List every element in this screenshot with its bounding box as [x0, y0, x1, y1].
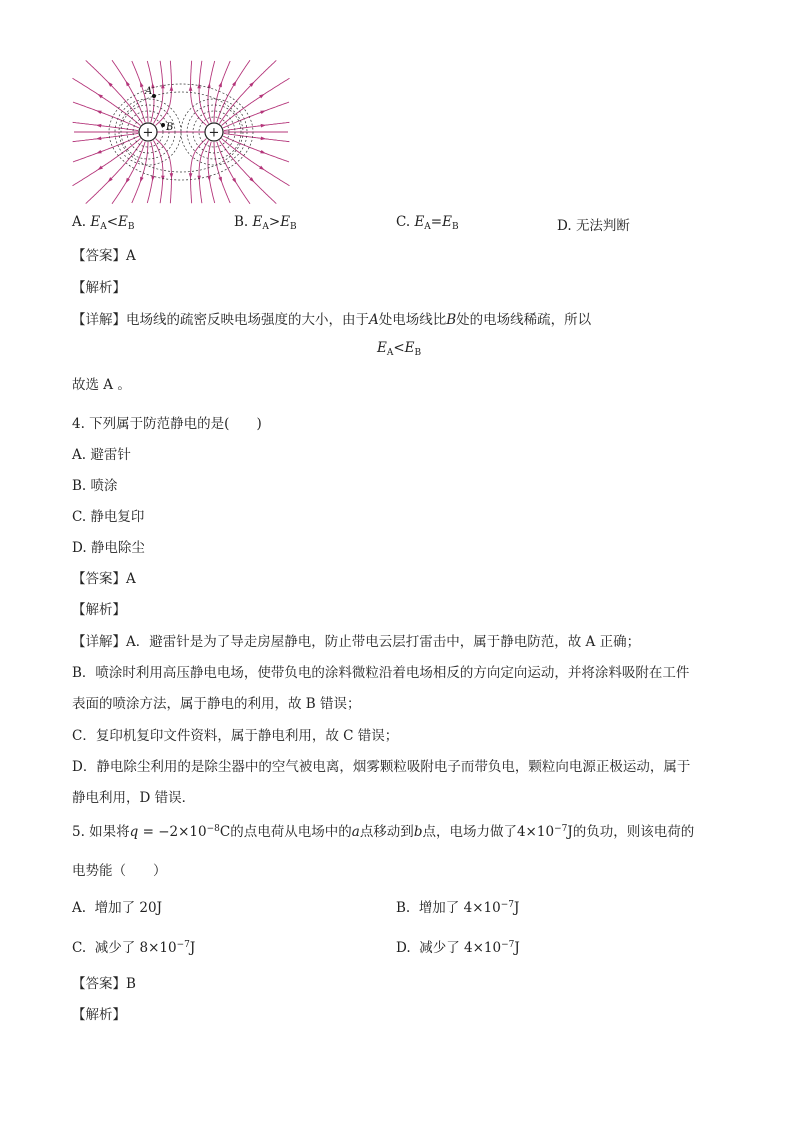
point-a-label: A: [145, 86, 153, 97]
field-arrow: [170, 173, 174, 178]
q5-option-d: D. 减少了 $4\times 10^{-7}J$: [396, 940, 520, 956]
field-line: [199, 140, 209, 203]
q5-option-c: C. 减少了 $8\times 10^{-7}J$: [72, 940, 196, 956]
field-arrow: [126, 81, 130, 87]
svg-text:+: +: [142, 125, 154, 141]
field-arrow: [218, 82, 221, 88]
q4-stem: 4. 下列属于防范静电的是( ): [72, 416, 262, 432]
q4-detail-line-4: C．复印机复印文件资料，属于静电利用，故 C 错误；: [72, 728, 399, 744]
charge-right: [205, 123, 223, 141]
point-b-dot: [161, 123, 165, 127]
field-arrow: [260, 111, 266, 115]
field-arrow: [232, 81, 236, 87]
field-arrow: [140, 177, 143, 183]
q3-analysis-heading: 【解析】: [72, 280, 126, 296]
q4-option-a: A. 避雷针: [72, 447, 131, 463]
q4-detail-line-3: 表面的喷涂方法，属于静电的利用，故 B 错误；: [72, 696, 361, 712]
field-arrow: [259, 94, 265, 99]
field-arrow: [96, 124, 102, 128]
q4-detail-line-1: 【详解】A．避雷针是为了导走房屋静电，防止带电云层打雷击中，属于静电防范，故 A 正确；: [72, 634, 641, 650]
field-arrow: [96, 111, 102, 115]
field-line: [222, 139, 290, 186]
field-arrow: [232, 178, 236, 184]
field-arrow: [140, 82, 143, 88]
q3-option-c: C. $E_A=E_B$: [396, 214, 459, 232]
field-line: [222, 78, 290, 125]
charge-left: [139, 123, 157, 141]
field-line: [147, 142, 154, 203]
svg-text:+: +: [208, 125, 220, 141]
q3-option-a: A. $E_A<E_B$: [72, 214, 135, 232]
electric-field-figure: [72, 60, 290, 204]
point-b-label: B: [166, 122, 174, 133]
field-line: [199, 61, 209, 124]
field-line: [214, 61, 230, 122]
field-line: [208, 142, 215, 203]
q3-formula: $E_A<E_B$: [377, 340, 422, 358]
q3-option-b: B. $E_A>E_B$: [234, 214, 297, 232]
q5-option-a: A. 增加了 20J: [72, 900, 163, 916]
field-line: [153, 61, 163, 124]
field-arrow: [261, 124, 267, 128]
q4-detail-line-5: D．静电除尘利用的是除尘器中的空气被电离，烟雾颗粒吸附电子而带负电，颗粒向电源正极运动，属于: [72, 759, 691, 775]
q3-detail: 【详解】电场线的疏密反映电场强度的大小，由于A处电场线比B处的电场线稀疏，所以: [72, 312, 592, 328]
q4-option-b: B. 喷涂: [72, 478, 118, 494]
point-a-dot: [152, 94, 156, 98]
q3-conclusion: 故选 A 。: [72, 377, 131, 393]
field-arrow: [151, 176, 155, 182]
field-arrow: [96, 137, 102, 141]
q4-detail-line-6: 静电利用，D 错误．: [72, 790, 196, 806]
field-line: [73, 139, 141, 186]
q5-stem-line-1: 5. 如果将$q = -2\times 10^{-8}C$的点电荷从电场中的a点移动到b点，电场力做了$4\times 10^{-7}J$的负功，则该电荷的: [72, 824, 695, 840]
field-arrow: [260, 150, 266, 154]
field-arrow: [97, 166, 103, 171]
field-line: [208, 61, 215, 122]
q3-answer: 【答案】A: [72, 248, 136, 264]
field-line: [153, 140, 163, 203]
q4-detail-line-2: B．喷涂时利用高压静电电场，使带负电的涂料微粒沿着电场相反的方向定向运动，并将涂料吸附在工件: [72, 665, 690, 681]
q4-answer: 【答案】A: [72, 571, 136, 587]
field-arrow: [259, 166, 265, 171]
q5-option-b: B. 增加了 $4\times 10^{-7}J$: [396, 900, 520, 916]
q5-answer: 【答案】B: [72, 976, 136, 992]
field-arrow: [189, 85, 193, 90]
field-arrow: [126, 178, 130, 184]
field-arrow: [97, 94, 103, 99]
field-arrow: [170, 85, 174, 90]
q5-analysis-heading: 【解析】: [72, 1007, 126, 1023]
field-arrow: [96, 150, 102, 154]
field-arrow: [218, 177, 221, 183]
q4-option-d: D. 静电除尘: [72, 540, 145, 556]
q3-option-d: D. 无法判断: [557, 218, 630, 234]
field-arrow: [189, 173, 193, 178]
q4-analysis-heading: 【解析】: [72, 602, 126, 618]
field-line: [73, 78, 141, 125]
q4-option-c: C. 静电复印: [72, 509, 145, 525]
q5-stem-line-2: 电势能（ ）: [72, 863, 167, 879]
field-arrow: [261, 137, 267, 141]
